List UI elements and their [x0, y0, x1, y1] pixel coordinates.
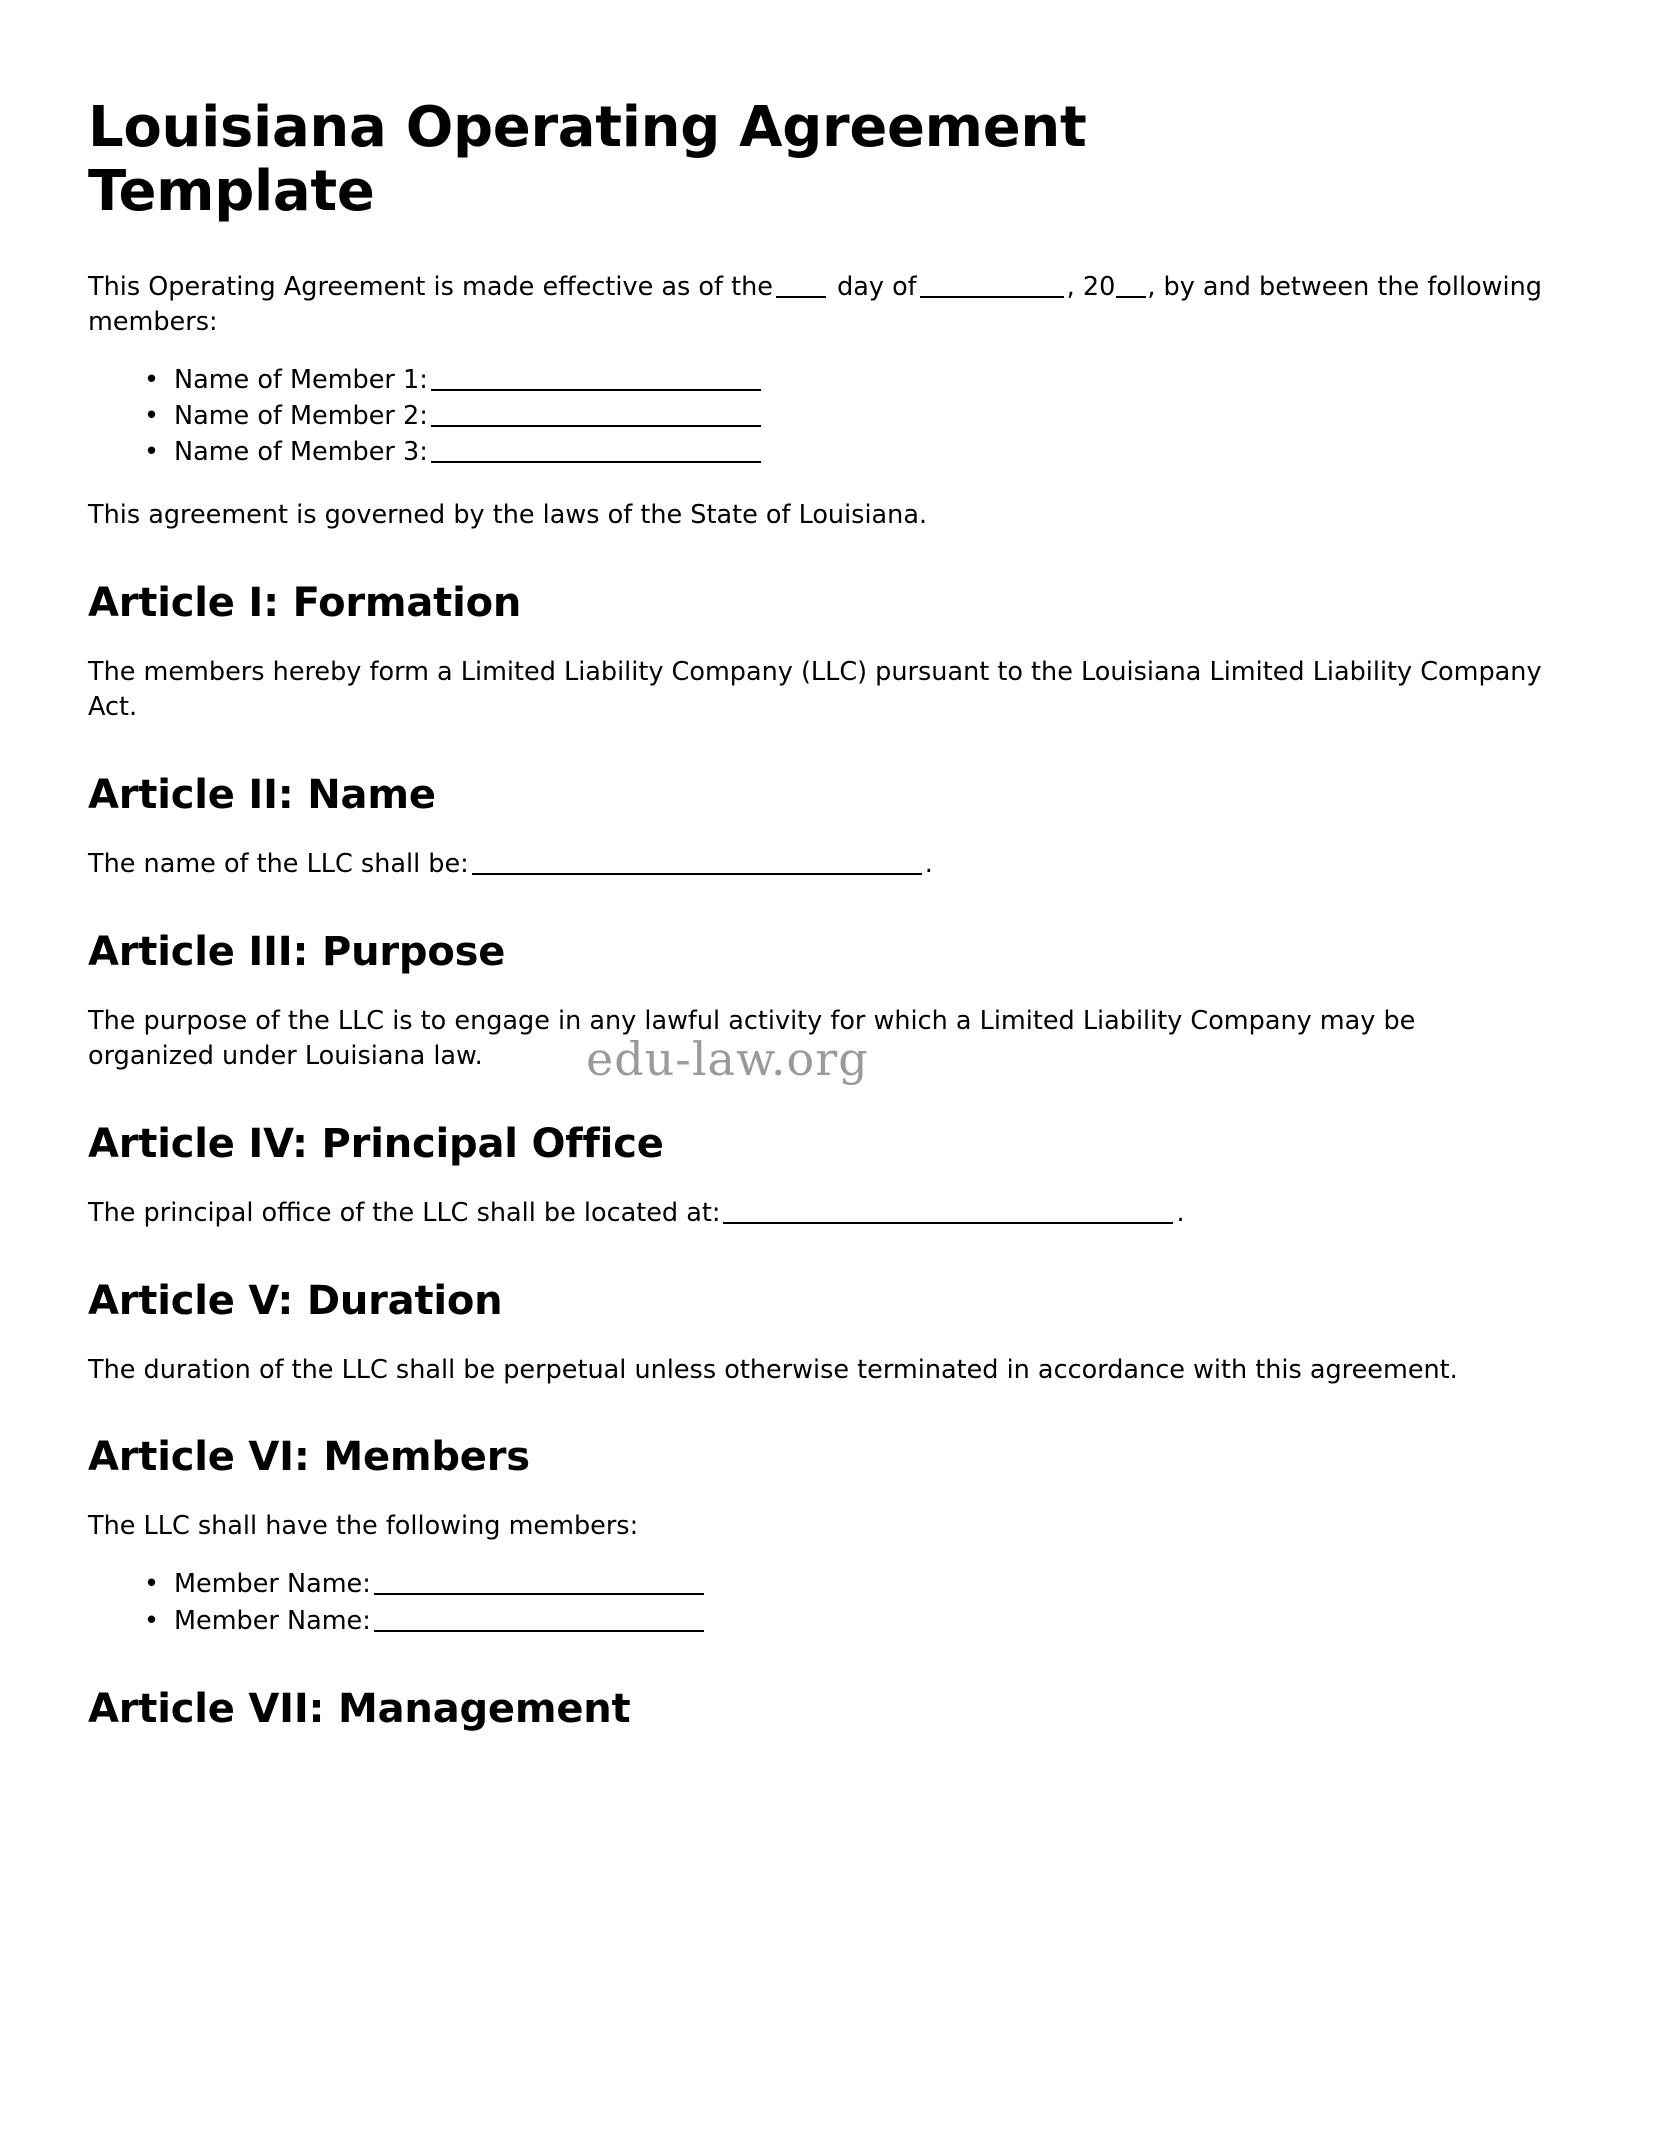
- article-body-v: The duration of the LLC shall be perpetual unless otherwise terminated in accordance with this agreement.: [88, 1354, 1458, 1385]
- article-heading-iv: Article IV: Principal Office: [88, 1120, 664, 1167]
- month-blank[interactable]: [920, 296, 1064, 298]
- bullet-icon: •: [144, 364, 160, 395]
- article-heading-ii: Article II: Name: [88, 771, 436, 818]
- intro-text-part4: , by and between the following members:: [88, 271, 1542, 337]
- member-label: Name of Member 2:: [174, 400, 428, 431]
- member-label: Name of Member 3:: [174, 436, 428, 467]
- article-body-iii: The purpose of the LLC is to engage in any lawful activity for which a Limited Liability Company may be organized under Louisiana law.: [88, 1005, 1416, 1071]
- bullet-icon: •: [144, 1605, 160, 1636]
- bullet-icon: •: [144, 1569, 160, 1600]
- intro-text-part2: day of: [837, 271, 917, 302]
- member-2-blank[interactable]: [431, 425, 761, 427]
- intro-text-part3: , 20: [1066, 271, 1116, 302]
- article-heading-i: Article I: Formation: [88, 580, 522, 627]
- article-heading-vi: Article VI: Members: [88, 1434, 530, 1481]
- article-heading-vii: Article VII: Management: [88, 1685, 631, 1732]
- member-1-blank[interactable]: [431, 389, 761, 391]
- list-item: [140, 398, 1548, 434]
- article-body-i: The members hereby form a Limited Liability Company (LLC) pursuant to the Louisiana Limited Liability Company Act.: [88, 657, 1542, 722]
- article-vi-member-list: [88, 1566, 1548, 1638]
- intro-member-list: [88, 362, 1548, 471]
- llc-name-blank[interactable]: [472, 873, 922, 875]
- article-body-vi: The LLC shall have the following members:: [88, 1511, 639, 1542]
- member-label: Member Name:: [174, 1569, 371, 1600]
- llc-name-period: .: [924, 848, 933, 879]
- list-item: [140, 362, 1548, 398]
- list-item: [140, 434, 1548, 470]
- article-heading-iii: Article III: Purpose: [88, 928, 506, 975]
- day-blank[interactable]: [776, 296, 826, 298]
- principal-office-label: The principal office of the LLC shall be located at:: [88, 1197, 721, 1228]
- list-item: [140, 1566, 1548, 1602]
- intro-text-part1: This Operating Agreement is made effective as of the: [88, 271, 773, 302]
- member-label: Name of Member 1:: [174, 364, 428, 395]
- member-3-blank[interactable]: [431, 461, 761, 463]
- bullet-icon: •: [144, 400, 160, 431]
- article-vi-member-2-blank[interactable]: [374, 1630, 704, 1632]
- governing-law-paragraph: This agreement is governed by the laws of the State of Louisiana.: [88, 500, 928, 531]
- document-content: [88, 96, 1548, 1733]
- article-heading-v: Article V: Duration: [88, 1277, 503, 1324]
- article-vi-member-1-blank[interactable]: [374, 1593, 704, 1595]
- intro-paragraph: [88, 270, 1548, 340]
- bullet-icon: •: [144, 436, 160, 467]
- list-item: [140, 1603, 1548, 1639]
- article-body-iv: [88, 1196, 1548, 1231]
- page-title: Louisiana Operating Agreement Template: [88, 95, 1087, 224]
- llc-name-label: The name of the LLC shall be:: [88, 848, 469, 879]
- watermark-edu-law: edu-law.org: [586, 1032, 869, 1086]
- year-blank[interactable]: [1116, 296, 1146, 298]
- member-label: Member Name:: [174, 1605, 371, 1636]
- principal-office-blank[interactable]: [723, 1222, 1173, 1224]
- article-body-ii: [88, 847, 1548, 882]
- principal-office-period: .: [1176, 1197, 1185, 1228]
